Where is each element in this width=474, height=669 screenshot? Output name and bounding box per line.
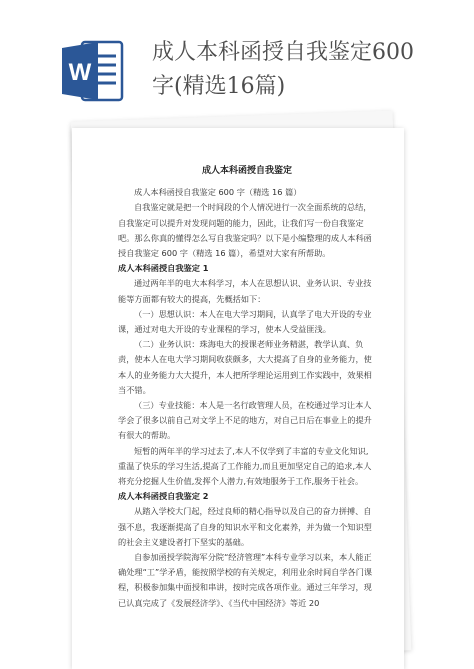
paragraph: 自我鉴定就是把一个时间段的个人情况进行一次全面系统的总结，自我鉴定可以提升对发现问题的能力，因此，让我们写一份自我鉴定吧。那么你真的懂得怎么写自我鉴定吗？以下是小编整理的成人本科函授自我鉴定 600 字（精选 16 篇），希望对大家有所帮助。 [118, 202, 372, 259]
word-icon-letter: W [68, 59, 92, 86]
paragraph: 成人本科函授自我鉴定 600 字（精选 16 篇） [134, 187, 302, 198]
word-document-icon [62, 38, 124, 104]
page-title-line2: 字(精选16篇) [152, 74, 286, 99]
paragraph: 自参加函授学院海军分院“经济管理”本科专业学习以来，本人能正确处理“工”学矛盾，能按照学校的有关规定，利用业余时间自学各门课程，积极参加集中面授和串讲，按时完成各项作业。通过三年学习，现已认真完成了《发展经济学》、《当代中国经济》等近 20 [118, 552, 373, 608]
paragraph: 从踏入学校大门起，经过良师的精心指导以及自己的奋力拼搏、自强不息，我逐渐提高了自身的知识水平和文化素养，并为做一个知识型的社会主义建设者打下坚实的基础。 [118, 506, 372, 547]
section-heading: 成人本科函授自我鉴定 1 [118, 263, 209, 274]
document-title: 成人本科函授自我鉴定 [201, 166, 292, 176]
paragraph: （一）思想认识：本人在电大学习期间，认真学了电大开设的专业课，通过对电大开设的专业课程的学习，使本人受益匪浅。 [118, 308, 372, 335]
header-banner [0, 0, 474, 120]
page-title-line1: 成人本科函授自我鉴定600 [152, 40, 414, 65]
paragraph: （三）专业技能：本人是一名行政管理人员，在校通过学习让本人学会了很多以前自己对文学上不足的地方，对自己日后在事业上的提升有很大的帮助。 [118, 400, 372, 441]
document-page [72, 128, 404, 669]
document-body [118, 164, 376, 611]
paragraph: 短暂的两年半的学习过去了,本人不仅学到了丰富的专业文化知识,重温了快乐的学习生活,提高了工作能力,而且更加坚定自己的追求,本人将充分挖掘人生价值,发挥个人潜力,有效地服务于工作,服务于社会。 [118, 445, 372, 487]
page-title [152, 36, 462, 104]
paragraph: 通过两年半的电大本科学习，本人在思想认识、业务认识、专业技能等方面都有较大的提高，先概括如下： [118, 278, 372, 304]
paragraph: （二）业务认识：珠海电大的授课老师业务精湛，教学认真、负责，使本人在电大学习期间收获颇多，大大提高了自身的业务能力，使本人的业务能力大大提升，本人把所学理论运用到工作实践中，效果相当不错。 [118, 339, 372, 395]
section-heading: 成人本科函授自我鉴定 2 [118, 491, 209, 502]
